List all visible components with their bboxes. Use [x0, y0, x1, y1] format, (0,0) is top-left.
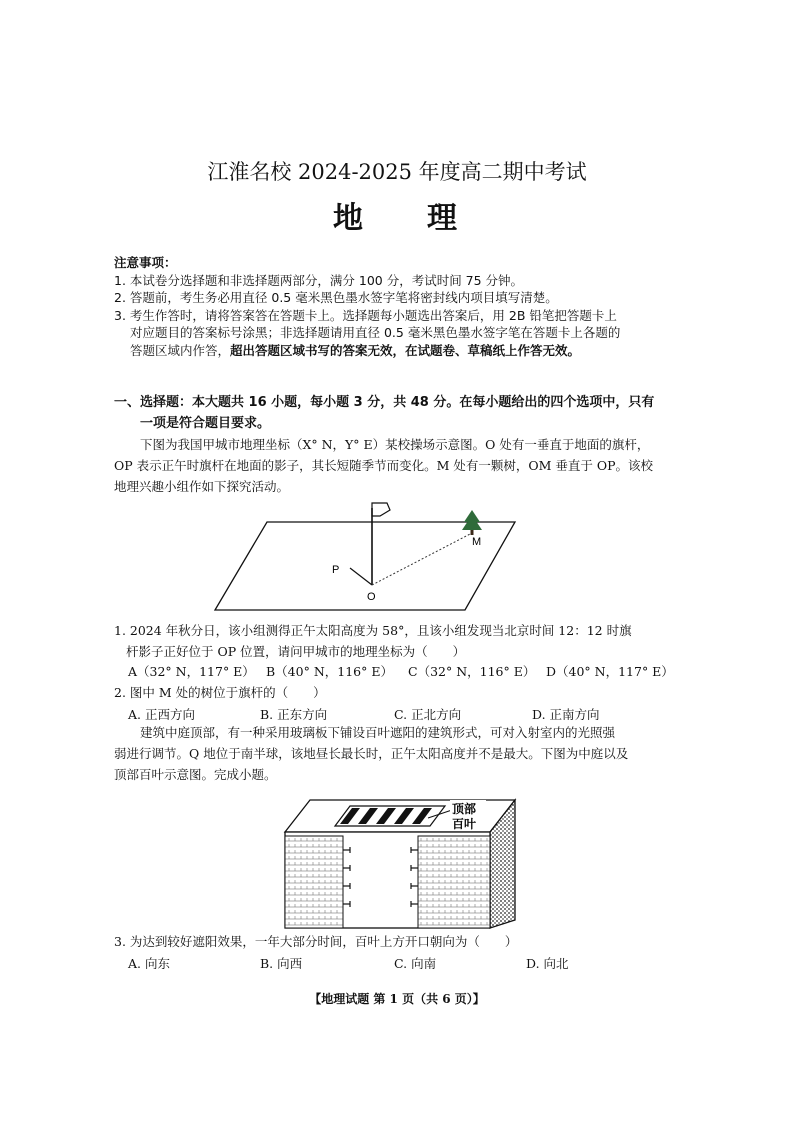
- label-m: M: [472, 536, 482, 548]
- section-heading: [114, 392, 654, 434]
- intro-paragraph-2: [114, 722, 628, 785]
- line-om: [372, 533, 472, 585]
- intro-line: OP 表示正午时旗杆在地面的影子，其长短随季节而变化。M 处有一颗树，OM 垂直于 OP。该校: [114, 458, 654, 473]
- q2-option-c: C. 正北方向: [394, 707, 462, 722]
- question-1-line-2: 杆影子正好位于 OP 位置，请问甲城市的地理坐标为（ ）: [126, 644, 466, 659]
- label-louver: 百叶: [452, 817, 477, 831]
- question-1-line-1: 1. 2024 年秋分日，该小组测得正午太阳高度为 58°，且该小组发现当北京时间 12：12 时旗: [114, 623, 632, 638]
- q3-option-d: D. 向北: [526, 956, 569, 971]
- note-item: [114, 342, 620, 360]
- q2-option-d: D. 正南方向: [532, 707, 600, 722]
- note-item-normal: 答题区域内作答，: [130, 342, 231, 358]
- flag-icon: [372, 503, 390, 516]
- q1-option-b: B（40° N，116° E）: [266, 664, 393, 679]
- intro-line: 弱进行调节。Q 地位于南半球，该地昼长最长时，正午太阳高度并不是最大。下图为中庭以及: [114, 746, 629, 761]
- right-building: [418, 836, 490, 928]
- q1-option-d: D（40° N，117° E）: [546, 664, 674, 679]
- label-p: P: [332, 564, 340, 576]
- question-2: 2. 图中 M 处的树位于旗杆的（ ）: [114, 685, 326, 700]
- q3-option-a: A. 向东: [128, 956, 170, 971]
- playground-diagram: [210, 500, 520, 615]
- label-top: 顶部: [452, 802, 477, 816]
- subject-title: [0, 193, 794, 237]
- question-3: 3. 为达到较好遮阳效果，一年大部分时间，百叶上方开口朝向为（ ）: [114, 934, 518, 949]
- subject-char-1: 地: [333, 201, 367, 236]
- q1-option-a: A（32° N，117° E）: [128, 664, 255, 679]
- note-item-emphasis: 超出答题区域书写的答案无效，在试题卷、草稿纸上作答无效。: [230, 342, 581, 358]
- exam-title: 江淮名校 2024-2025 年度高二期中考试: [207, 160, 587, 184]
- label-o: O: [367, 591, 376, 603]
- intro-line: 建筑中庭顶部，有一种采用玻璃板下铺设百叶遮阳的建筑形式，可对入射室内的光照强: [140, 725, 616, 740]
- notes-heading: 注意事项：: [114, 255, 177, 270]
- q2-option-b: B. 正东方向: [260, 707, 328, 722]
- q3-option-c: C. 向南: [394, 956, 437, 971]
- section-line-2: 一项是符合题目要求。: [140, 416, 271, 431]
- atrium-diagram: [280, 796, 520, 930]
- q3-option-b: B. 向西: [260, 956, 303, 971]
- note-item: 对应题目的答案标号涂黑；非选择题请用直径 0.5 毫米黑色墨水签字笔在答题卡上各题的: [130, 325, 621, 340]
- intro-line: 下图为我国甲城市地理坐标（X° N，Y° E）某校操场示意图。O 处有一垂直于地面的旗杆，: [140, 437, 650, 452]
- note-item: 2. 答题前，考生务必用直径 0.5 毫米黑色墨水签字笔将密封线内项目填写清楚。: [114, 290, 558, 305]
- intro-line: 顶部百叶示意图。完成小题。: [114, 767, 277, 782]
- note-item: 1. 本试卷分选择题和非选择题两部分，满分 100 分，考试时间 75 分钟。: [114, 272, 524, 288]
- q2-option-a: A. 正西方向: [128, 707, 195, 722]
- subject-char-2: 理: [427, 201, 461, 236]
- note-item: 3. 考生作答时，请将答案答在答题卡上。选择题每小题选出答案后，用 2B 铅笔把答题卡上: [114, 307, 617, 323]
- intro-line: 地理兴趣小组作如下探究活动。: [114, 479, 290, 494]
- intro-paragraph-1: [114, 434, 653, 497]
- shadow-op: [350, 568, 372, 585]
- q1-option-c: C（32° N，116° E）: [408, 664, 536, 679]
- section-line-1: 一、选择题：本大题共 16 小题，每小题 3 分，共 48 分。在每小题给出的四个选项中，只有: [114, 395, 655, 410]
- page-footer: 【地理试题 第 1 页（共 6 页）】: [309, 992, 485, 1006]
- notes-block: [114, 254, 620, 359]
- left-building: [285, 836, 343, 928]
- question-1: [114, 620, 632, 662]
- playground-outline: [215, 522, 515, 610]
